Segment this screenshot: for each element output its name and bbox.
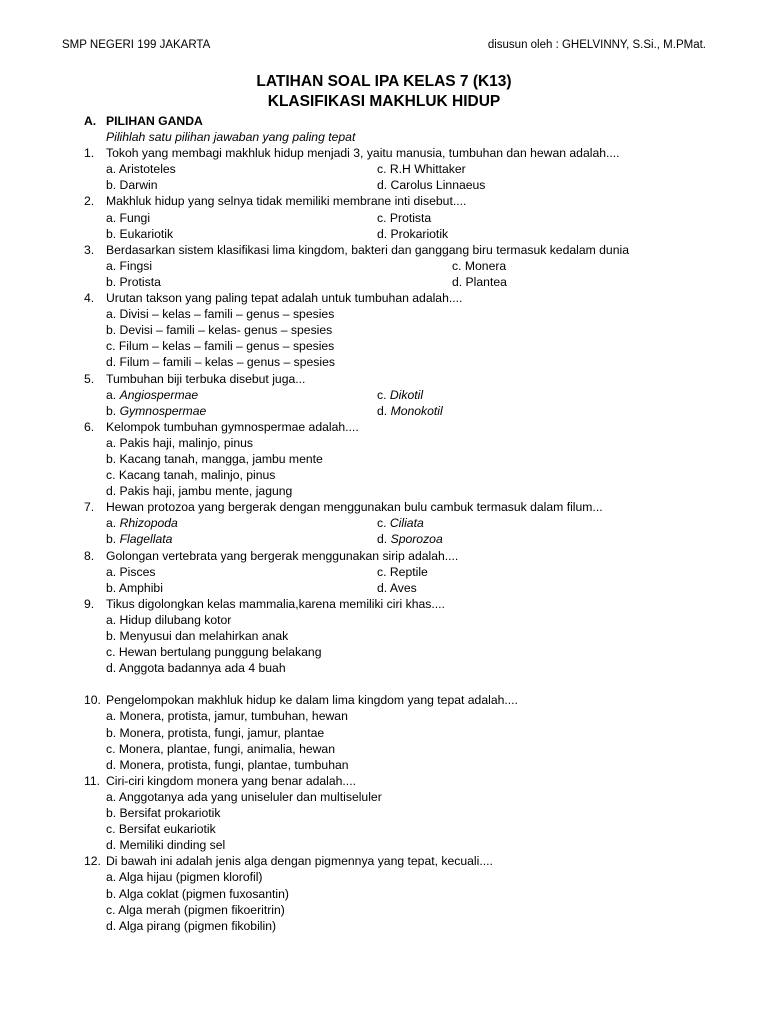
- option-row: [84, 741, 724, 757]
- option-row: [84, 902, 724, 918]
- option-c: [377, 515, 424, 531]
- option-d: d. Pakis haji, jambu mente, jagung: [106, 484, 293, 499]
- option-row: [84, 531, 724, 547]
- author-credit: disusun oleh : GHELVINNY, S.Si., M.PMat.: [487, 39, 706, 51]
- option-row: [84, 580, 724, 596]
- option-b: b. Kacang tanah, mangga, jambu mente: [106, 451, 323, 466]
- option-d: d. Filum – famili – kelas – genus – spesies: [106, 355, 335, 370]
- option-text: Angiospermae: [119, 387, 199, 402]
- option-a: a. Aristoteles: [106, 162, 176, 177]
- option-text: Gymnospermae: [119, 403, 207, 418]
- question-text: Di bawah ini adalah jenis alga dengan pigmennya yang tepat, kecuali....: [106, 854, 493, 869]
- option-text: Monokotil: [390, 403, 443, 418]
- option-row: [84, 322, 724, 338]
- question-number: 2.: [84, 194, 95, 209]
- option-a: a. Pakis haji, malinjo, pinus: [106, 435, 253, 450]
- question-text: Urutan takson yang paling tepat adalah untuk tumbuhan adalah....: [106, 291, 463, 306]
- option-row: [84, 869, 724, 885]
- option-b: b. Monera, protista, fungi, jamur, plantae: [106, 725, 325, 740]
- option-row: [84, 837, 724, 853]
- option-a: a. Pisces: [106, 564, 156, 579]
- option-d: d. Monera, protista, fungi, plantae, tumbuhan: [106, 757, 349, 772]
- option-c: c. Monera, plantae, fungi, animalia, hewan: [106, 741, 335, 756]
- question-text: Kelompok tumbuhan gymnospermae adalah....: [106, 419, 359, 434]
- question-number: 12.: [84, 854, 101, 869]
- question-number: 3.: [84, 242, 95, 257]
- option-d: d. Anggota badannya ada 4 buah: [106, 661, 286, 676]
- question-number: 5.: [84, 371, 95, 386]
- option-c: c. R.H Whittaker: [377, 162, 466, 177]
- option-row: [84, 708, 724, 724]
- section-instruction: Pilihlah satu pilihan jawaban yang paling tepat: [106, 130, 356, 145]
- question-7: [84, 499, 724, 515]
- option-row: [84, 660, 724, 676]
- option-c: [377, 387, 423, 403]
- question-1: [84, 145, 724, 161]
- option-c: c. Filum – kelas – famili – genus – spesies: [106, 339, 335, 354]
- section-instruction-row: [84, 129, 724, 145]
- question-number: 1.: [84, 146, 95, 161]
- option-row: [84, 354, 724, 370]
- option-d: d. Aves: [377, 580, 417, 595]
- option-a: a. Alga hijau (pigmen klorofil): [106, 870, 263, 885]
- option-row: [84, 387, 724, 403]
- option-row: [84, 177, 724, 193]
- question-text: Tikus digolongkan kelas mammalia,karena memiliki ciri khas....: [106, 596, 445, 611]
- option-a: a. Anggotanya ada yang uniseluler dan multiseluler: [106, 789, 382, 804]
- option-b: [106, 531, 172, 547]
- option-c: c. Monera: [452, 258, 507, 273]
- option-c: c. Reptile: [377, 564, 428, 579]
- option-b: b. Alga coklat (pigmen fuxosantin): [106, 886, 289, 901]
- question-11: [84, 773, 724, 789]
- option-row: [84, 161, 724, 177]
- question-text: Berdasarkan sistem klasifikasi lima kingdom, bakteri dan ganggang biru termasuk kedalam dunia: [106, 242, 629, 257]
- question-text: Pengelompokan makhluk hidup ke dalam lima kingdom yang tepat adalah....: [106, 693, 518, 708]
- question-3: [84, 242, 724, 258]
- option-d: [377, 531, 443, 547]
- option-d: d. Alga pirang (pigmen fikobilin): [106, 918, 277, 933]
- page-subtitle: KLASIFIKASI MAKHLUK HIDUP: [267, 93, 501, 110]
- question-8: [84, 548, 724, 564]
- option-row: [84, 483, 724, 499]
- option-d: [377, 403, 443, 419]
- option-text: Rhizopoda: [119, 516, 178, 531]
- section-label: A.: [84, 114, 97, 128]
- option-row: [84, 306, 724, 322]
- option-row: [84, 338, 724, 354]
- option-letter: b.: [106, 532, 120, 547]
- option-a: a. Divisi – kelas – famili – genus – spesies: [106, 307, 335, 322]
- option-d: d. Plantea: [452, 274, 507, 289]
- question-number: 8.: [84, 548, 95, 563]
- option-letter: d.: [377, 532, 391, 547]
- option-letter: c.: [377, 387, 390, 402]
- question-text: Hewan protozoa yang bergerak dengan menggunakan bulu cambuk termasuk dalam filum...: [106, 500, 603, 515]
- question-6: [84, 419, 724, 435]
- option-row: [84, 564, 724, 580]
- question-number: 4.: [84, 291, 95, 306]
- question-number: 9.: [84, 596, 95, 611]
- option-row: [84, 805, 724, 821]
- option-row: [84, 644, 724, 660]
- option-d: d. Memiliki dinding sel: [106, 838, 226, 853]
- option-b: b. Darwin: [106, 178, 158, 193]
- option-row: [84, 725, 724, 741]
- school-name: SMP NEGERI 199 JAKARTA: [62, 39, 211, 51]
- question-list: [84, 113, 724, 934]
- option-row: [84, 515, 724, 531]
- question-text: Golongan vertebrata yang bergerak menggunakan sirip adalah....: [106, 548, 459, 563]
- question-text: Tumbuhan biji terbuka disebut juga...: [106, 371, 306, 386]
- option-row: [84, 628, 724, 644]
- option-d: d. Prokariotik: [377, 226, 449, 241]
- option-row: [84, 226, 724, 242]
- question-number: 6.: [84, 419, 95, 434]
- option-row: [84, 757, 724, 773]
- option-letter: b.: [106, 403, 120, 418]
- option-c: c. Alga merah (pigmen fikoeritrin): [106, 902, 285, 917]
- option-c: c. Hewan bertulang punggung belakang: [106, 645, 322, 660]
- option-row: [84, 918, 724, 934]
- option-c: c. Protista: [377, 210, 432, 225]
- option-row: [84, 435, 724, 451]
- option-row: [84, 210, 724, 226]
- option-a: a. Fungi: [106, 210, 151, 225]
- option-row: [84, 467, 724, 483]
- section-name: PILIHAN GANDA: [106, 114, 203, 128]
- question-text: Tokoh yang membagi makhluk hidup menjadi 3, yaitu manusia, tumbuhan dan hewan adalah....: [106, 146, 620, 161]
- question-9: [84, 596, 724, 612]
- option-a: a. Fingsi: [106, 258, 153, 273]
- option-row: [84, 451, 724, 467]
- option-row: [84, 403, 724, 419]
- option-a: a. Monera, protista, jamur, tumbuhan, hewan: [106, 709, 348, 724]
- option-row: [84, 886, 724, 902]
- option-letter: c.: [377, 516, 390, 531]
- option-d: d. Carolus Linnaeus: [377, 178, 486, 193]
- option-row: [84, 612, 724, 628]
- page-title: LATIHAN SOAL IPA KELAS 7 (K13): [256, 73, 512, 90]
- question-number: 10.: [84, 693, 101, 708]
- option-a: [106, 387, 198, 403]
- option-text: Sporozoa: [390, 532, 443, 547]
- question-text: Makhluk hidup yang selnya tidak memiliki membrane inti disebut....: [106, 194, 467, 209]
- option-b: b. Amphibi: [106, 580, 163, 595]
- question-2: [84, 193, 724, 209]
- section-heading: [84, 113, 724, 129]
- blank-line: [84, 676, 724, 692]
- option-row: [84, 258, 724, 274]
- option-b: b. Bersifat prokariotik: [106, 806, 221, 821]
- option-a: a. Hidup dilubang kotor: [106, 612, 232, 627]
- option-c: c. Bersifat eukariotik: [106, 822, 216, 837]
- option-b: b. Menyusui dan melahirkan anak: [106, 629, 289, 643]
- option-text: Dikotil: [389, 387, 424, 402]
- option-b: b. Protista: [106, 274, 161, 289]
- question-text: Ciri-ciri kingdom monera yang benar adalah....: [106, 773, 356, 788]
- option-b: b. Eukariotik: [106, 226, 174, 241]
- question-number: 11.: [84, 773, 101, 788]
- option-b: [106, 403, 206, 419]
- option-row: [84, 821, 724, 837]
- option-row: [84, 789, 724, 805]
- option-letter: a.: [106, 387, 120, 402]
- option-a: [106, 515, 178, 531]
- option-row: [84, 274, 724, 290]
- option-letter: a.: [106, 516, 120, 531]
- option-letter: d.: [377, 403, 391, 418]
- question-5: [84, 371, 724, 387]
- question-10: [84, 692, 724, 708]
- question-12: [84, 853, 724, 869]
- option-c: c. Kacang tanah, malinjo, pinus: [106, 468, 276, 483]
- option-text: Ciliata: [389, 516, 424, 531]
- option-text: Flagellata: [119, 532, 173, 547]
- question-number: 7.: [84, 500, 95, 515]
- option-b: b. Devisi – famili – kelas- genus – spesies: [106, 323, 333, 338]
- question-4: [84, 290, 724, 306]
